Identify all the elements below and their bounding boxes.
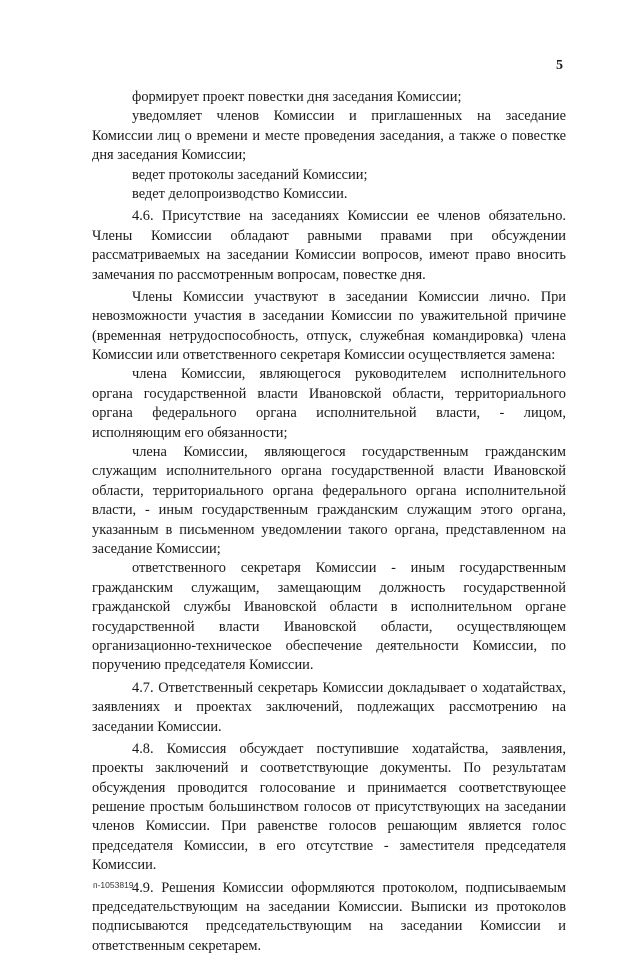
text-line: области, территориального органа федерального органа исполнительной	[92, 482, 566, 499]
text-line: служащим исполнительного органа государственной власти Ивановской	[92, 463, 566, 480]
paragraph-p10	[92, 679, 566, 737]
text-line: гражданской службы Ивановской области в исполнительном органе	[92, 599, 566, 616]
text-line: органа государственной власти Ивановской области, территориального	[92, 385, 566, 402]
page-number: 5	[556, 58, 563, 73]
text-line: ведет делопроизводство Комиссии.	[132, 185, 348, 202]
text-line: указанным в письменном уведомлении такого органа, представленном на	[92, 521, 566, 538]
text-line: решение простым большинством голосов от присутствующих на заседании	[92, 799, 566, 816]
text-line: заседании Комиссии.	[92, 718, 222, 735]
paragraph-p3	[92, 166, 566, 185]
text-line: членов Комиссии. При равенстве голосов решающим является голос	[92, 818, 566, 835]
text-line: Члены Комиссии участвуют в заседании Комиссии лично. При	[132, 288, 566, 305]
text-line: ответственным секретарем.	[92, 937, 262, 954]
text-line: (временная нетрудоспособность, отпуск, служебная командировка) члена	[92, 327, 566, 344]
text-line: председателя Комиссии, в его отсутствие - заместителя председателя	[92, 837, 566, 854]
text-line: дня заседания Комиссии;	[92, 147, 247, 164]
document-body	[92, 88, 566, 956]
text-line: 4.6. Присутствие на заседаниях Комиссии ее членов обязательно.	[132, 208, 566, 225]
text-line: 4.8. Комиссия обсуждает поступившие ходатайства, заявления,	[132, 740, 566, 757]
text-line: обсуждения проводится голосование и принимается соответствующее	[92, 779, 566, 796]
text-line: формирует проект повестки дня заседания Комиссии;	[132, 89, 462, 105]
paragraph-p9	[92, 559, 566, 675]
paragraph-p6	[92, 288, 566, 366]
paragraph-p4	[92, 185, 566, 204]
paragraph-p5	[92, 207, 566, 285]
text-line: исполняющим его обязанности;	[92, 424, 288, 441]
text-line: ответственного секретаря Комиссии - иным государственным	[132, 560, 566, 577]
text-line: органа федерального органа исполнительной власти, - лицом,	[92, 405, 566, 422]
document-code: п-1053819	[93, 880, 134, 890]
text-line: председательствующим на заседании Комиссии. Выписки из протоколов	[92, 899, 566, 916]
text-line: государственной власти Ивановской области, осуществляющем	[92, 618, 566, 635]
paragraph-p8	[92, 443, 566, 559]
text-line: проекты заключений и соответствующие документы. По результатам	[92, 760, 566, 777]
text-line: замечания по рассмотренным вопросам, повестке дня.	[92, 266, 426, 283]
text-line: организационно-техническое обеспечение деятельности Комиссии, по	[92, 637, 566, 654]
text-line: члена Комиссии, являющегося государственным гражданским	[132, 444, 566, 461]
text-line: Комиссии лиц о времени и месте проведения заседания, а также о повестке	[92, 127, 566, 144]
text-line: власти, - иным государственным гражданским служащим этого органа,	[92, 502, 566, 519]
text-line: невозможности участия в заседании Комиссии по уважительной причине	[92, 308, 566, 325]
text-line: подписываются председательствующим на заседании Комиссии и	[92, 918, 566, 935]
text-line: Комиссии.	[92, 857, 157, 874]
text-line: ведет протоколы заседаний Комиссии;	[132, 166, 368, 183]
paragraph-p1	[92, 88, 566, 107]
text-line: Члены Комиссии обладают равными правами при обсуждении	[92, 227, 566, 244]
text-line: рассматриваемых на заседании Комиссии вопросов, имеют право вносить	[92, 247, 566, 264]
text-line: гражданским служащим, замещающим должность государственной	[92, 579, 566, 596]
text-line: поручению председателя Комиссии.	[92, 657, 314, 674]
text-line: члена Комиссии, являющегося руководителем исполнительного	[132, 366, 566, 383]
text-line: уведомляет членов Комиссии и приглашенных на заседание	[132, 108, 566, 125]
paragraph-p11	[92, 740, 566, 876]
paragraph-p12	[92, 879, 566, 956]
text-line: 4.7. Ответственный секретарь Комиссии докладывает о ходатайствах,	[132, 679, 566, 696]
paragraph-p2	[92, 107, 566, 165]
text-line: заседание Комиссии;	[92, 540, 221, 557]
text-line: заявлениях и проектах заключений, подлежащих рассмотрению на	[92, 699, 566, 716]
text-line: Комиссии или ответственного секретаря Комиссии осуществляется замена:	[92, 347, 556, 364]
paragraph-p7	[92, 365, 566, 443]
text-line: 4.9. Решения Комиссии оформляются протоколом, подписываемым	[132, 879, 566, 896]
